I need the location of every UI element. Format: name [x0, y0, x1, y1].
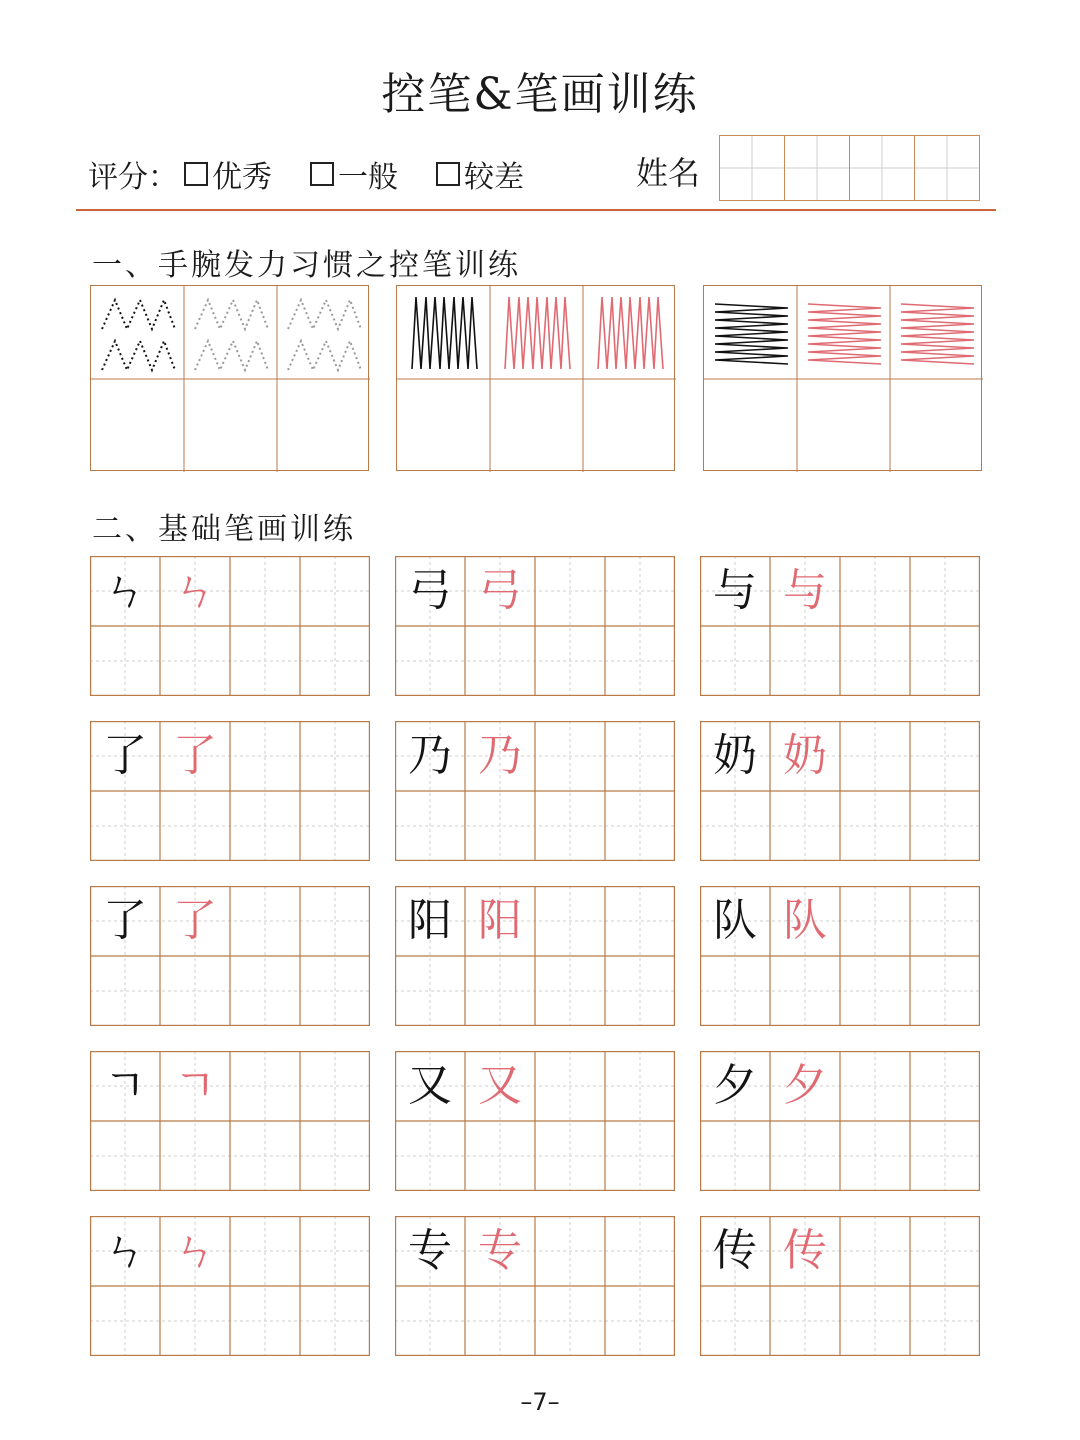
header-divider — [76, 209, 996, 211]
trace-character: 了 — [173, 730, 217, 781]
section-title-strokes: 二、基础笔画训练 — [92, 512, 356, 547]
rating-option-label: 优秀 — [212, 160, 272, 195]
stroke-practice-group[interactable] — [90, 721, 370, 861]
trace-character: 了 — [173, 895, 217, 946]
model-character: 与 — [713, 565, 757, 616]
trace-character: ㄣ — [173, 1225, 217, 1276]
trace-character: 奶 — [783, 730, 827, 781]
model-character: ㄣ — [103, 565, 147, 616]
rating-checkbox-poor[interactable] — [436, 162, 460, 186]
trace-character: 又 — [478, 1060, 522, 1111]
trace-character: 乃 — [478, 730, 522, 781]
rating-checkbox-average[interactable] — [310, 162, 334, 186]
stroke-practice-group[interactable] — [700, 1216, 980, 1356]
model-character: 乃 — [408, 730, 452, 781]
stroke-practice-group[interactable] — [395, 556, 675, 696]
model-character: 了 — [103, 895, 147, 946]
trace-character: 队 — [783, 895, 827, 946]
model-character: 弓 — [408, 565, 452, 616]
trace-character: 阳 — [478, 895, 522, 946]
model-character: 了 — [103, 730, 147, 781]
trace-character: ㄣ — [173, 565, 217, 616]
zigzag-practice-group[interactable] — [90, 285, 369, 471]
rating-option-label: 一般 — [338, 160, 398, 195]
stroke-practice-group[interactable] — [700, 721, 980, 861]
trace-character: 与 — [783, 565, 827, 616]
rating-checkbox-excellent[interactable] — [184, 162, 208, 186]
stroke-practice-group[interactable] — [700, 1051, 980, 1191]
stroke-practice-group[interactable] — [395, 1216, 675, 1356]
rating-option-poor[interactable] — [436, 152, 524, 196]
page-number: –7– — [520, 1388, 560, 1416]
model-character: 又 — [408, 1060, 452, 1111]
stroke-practice-group[interactable] — [700, 886, 980, 1026]
trace-character: 专 — [478, 1225, 522, 1276]
trace-character: 传 — [783, 1225, 827, 1276]
stroke-practice-group[interactable] — [395, 721, 675, 861]
model-character: ㄣ — [103, 1225, 147, 1276]
page-title: 控笔&笔画训练 — [381, 69, 699, 120]
section-title-control: 一、手腕发力习惯之控笔训练 — [92, 248, 521, 283]
rating-row — [88, 152, 524, 196]
stroke-practice-group[interactable] — [395, 1051, 675, 1191]
stroke-practice-group[interactable] — [90, 1216, 370, 1356]
model-character: 夕 — [713, 1060, 757, 1111]
trace-character: 弓 — [478, 565, 522, 616]
trace-character: 夕 — [783, 1060, 827, 1111]
name-box[interactable] — [849, 135, 915, 201]
horizontal-zigzag-practice-group[interactable] — [703, 285, 982, 471]
name-box[interactable] — [719, 135, 785, 201]
stroke-practice-group[interactable] — [700, 556, 980, 696]
stroke-practice-group[interactable] — [90, 1051, 370, 1191]
model-character: 阳 — [408, 895, 452, 946]
rating-label: 评分： — [88, 160, 178, 195]
model-character: ㄱ — [103, 1060, 147, 1111]
stroke-practice-group[interactable] — [90, 886, 370, 1026]
trace-character: ㄱ — [173, 1060, 217, 1111]
name-box[interactable] — [914, 135, 980, 201]
name-boxes — [720, 135, 980, 201]
rating-option-average[interactable] — [310, 152, 398, 196]
model-character: 奶 — [713, 730, 757, 781]
name-label: 姓名 — [636, 154, 701, 192]
stroke-practice-group[interactable] — [395, 886, 675, 1026]
vertical-zigzag-practice-group[interactable] — [396, 285, 675, 471]
rating-option-excellent[interactable] — [184, 152, 272, 196]
model-character: 专 — [408, 1225, 452, 1276]
stroke-practice-group[interactable] — [90, 556, 370, 696]
name-box[interactable] — [784, 135, 850, 201]
rating-option-label: 较差 — [464, 160, 524, 195]
model-character: 队 — [713, 895, 757, 946]
model-character: 传 — [713, 1225, 757, 1276]
